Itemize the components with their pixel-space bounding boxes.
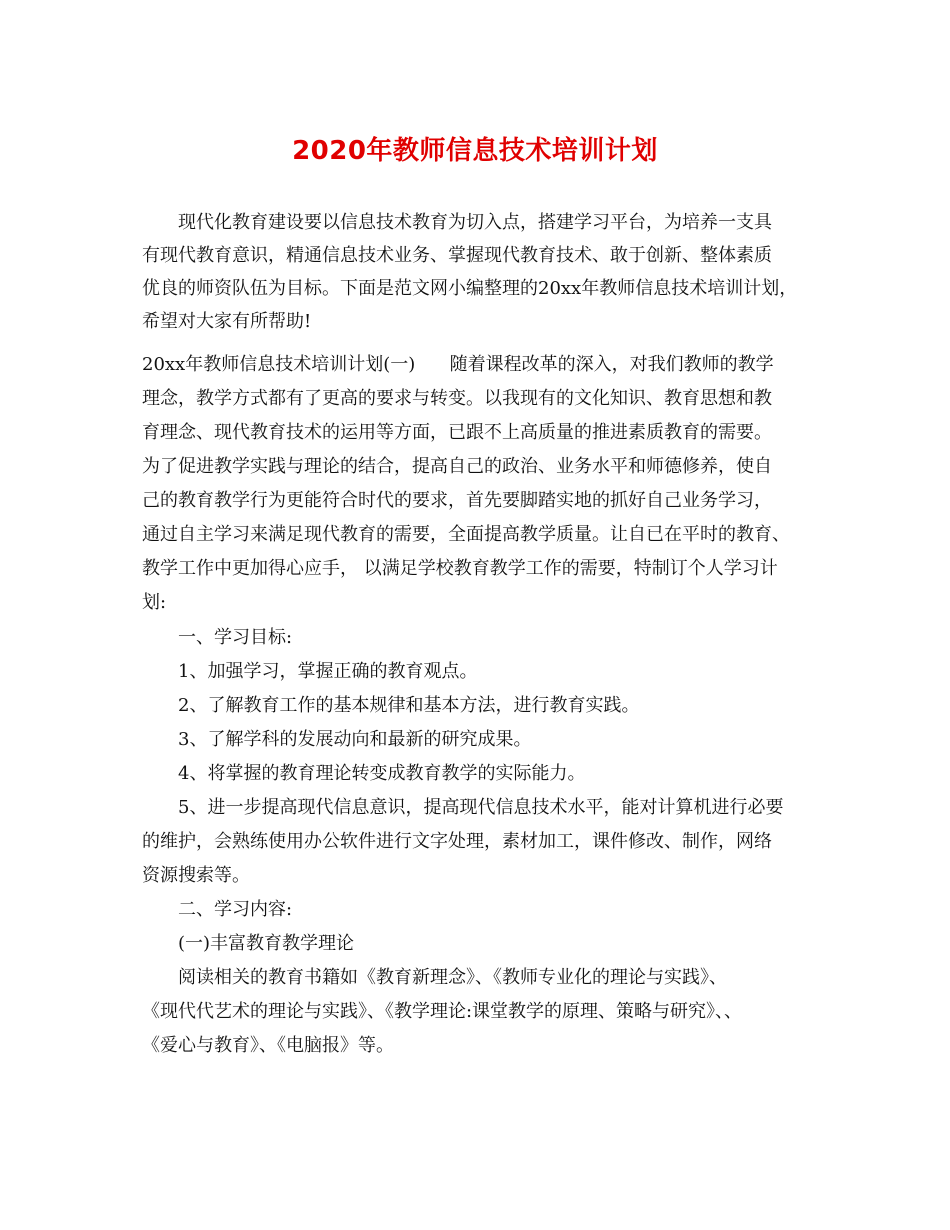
paragraph-line: 为了促进教学实践与理论的结合，提高自己的政治、业务水平和师德修养，使自 <box>142 456 772 477</box>
paragraph-line: 教学工作中更加得心应手， 以满足学校教育教学工作的需要，特制订个人学习计 <box>142 558 778 579</box>
paragraph-line: 育理念、现代教育技术的运用等方面，已跟不上高质量的推进素质教育的需要。 <box>142 422 772 443</box>
paragraph-line: 通过自主学习来满足现代教育的需要，全面提高教学质量。让自已在平时的教育、 <box>142 524 790 545</box>
section-heading: 二、学习内容: <box>178 899 293 920</box>
paragraph-line: 《爱心与教育》、《电脑报》等。 <box>142 1035 394 1056</box>
paragraph-line: 阅读相关的教育书籍如《教育新理念》、《教师专业化的理论与实践》、 <box>178 967 727 988</box>
paragraph-line: 希望对大家有所帮助! <box>142 311 312 332</box>
paragraph-line: 己的教育教学行为更能符合时代的要求，首先要脚踏实地的抓好自己业务学习， <box>142 490 772 511</box>
paragraph-line: 《现代代艺术的理论与实践》、《教学理论:课堂教学的原理、策略与研究》、、 <box>142 1001 743 1022</box>
list-item: 2、了解教育工作的基本规律和基本方法，进行教育实践。 <box>178 695 640 716</box>
list-item: 3、了解学科的发展动向和最新的研究成果。 <box>178 729 532 750</box>
list-item: 4、将掌握的教育理论转变成教育教学的实际能力。 <box>178 763 586 784</box>
document-title: 2020年教师信息技术培训计划 <box>292 136 658 166</box>
paragraph-line: 划: <box>142 592 167 613</box>
subsection-heading: (一)丰富教育教学理论 <box>178 933 355 954</box>
paragraph-line: 的维护，会熟练使用办公软件进行文字处理，素材加工，课件修改、制作，网络 <box>142 831 772 852</box>
list-item: 1、加强学习，掌握正确的教育观点。 <box>178 661 478 682</box>
section-heading: 一、学习目标: <box>178 627 293 648</box>
paragraph-line: 20xx年教师信息技术培训计划(一) 随着课程改革的深入，对我们教师的教学 <box>142 354 774 375</box>
list-item: 5、进一步提高现代信息意识，提高现代信息技术水平，能对计算机进行必要 <box>178 797 784 818</box>
paragraph-line: 现代化教育建设要以信息技术教育为切入点，搭建学习平台，为培养一支具 <box>178 212 772 233</box>
paragraph-line: 资源搜索等。 <box>142 865 250 886</box>
paragraph-line: 优良的师资队伍为目标。下面是范文网小编整理的20xx年教师信息技术培训计划， <box>142 278 798 299</box>
paragraph-line: 有现代教育意识，精通信息技术业务、掌握现代教育技术、敢于创新、整体素质 <box>142 245 772 266</box>
paragraph-line: 理念，教学方式都有了更高的要求与转变。以我现有的文化知识、教育思想和教 <box>142 388 772 409</box>
